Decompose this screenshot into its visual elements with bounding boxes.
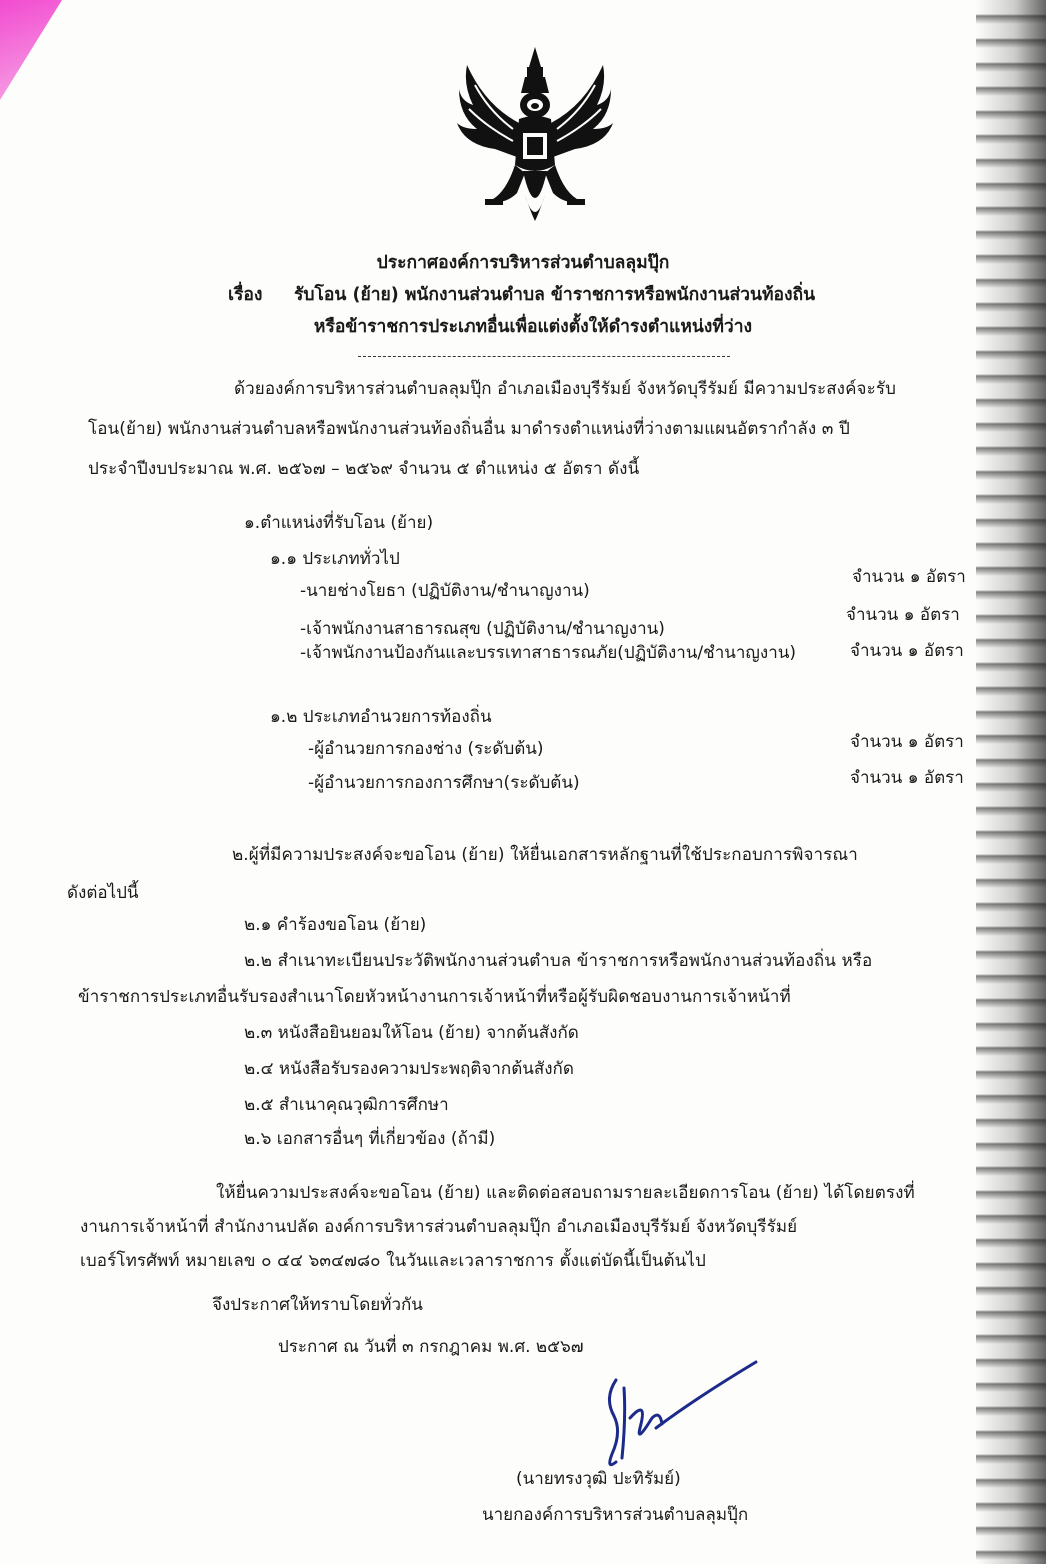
intro-line-3: ประจำปีงบประมาณ พ.ศ. ๒๕๖๗ – ๒๕๖๙ จำนวน ๕ ตำแหน่ง ๕ อัตรา ดังนี้ [88,459,640,479]
position-name: -นายช่างโยธา (ปฏิบัติงาน/ชำนาญงาน) [300,581,590,601]
announce-date: ประกาศ ณ วันที่ ๓ กรกฎาคม พ.ศ. ๒๕๖๗ [278,1337,584,1357]
group-1-heading: ๑.๑ ประเภททั่วไป [270,549,400,569]
scan-edge-shadow [976,0,1046,1564]
requirement-item-continued: ข้าราชการประเภทอื่นรับรองสำเนาโดยหัวหน้างานการเจ้าหน้าที่หรือผู้รับผิดชอบงานการเจ้าหน้าที่ [78,987,791,1007]
contact-line-2: งานการเจ้าหน้าที่ สำนักงานปลัด องค์การบริหารส่วนตำบลลุมปุ๊ก อำเภอเมืองบุรีรัมย์ จังหวัดบุรีรัมย์ [80,1217,798,1237]
contact-line-3: เบอร์โทรศัพท์ หมายเลข ๐ ๔๔ ๖๓๔๗๘๐ ในวันและเวลาราชการ ตั้งแต่บัดนี้เป็นต้นไป [80,1251,706,1271]
position-name: -เจ้าพนักงานสาธารณสุข (ปฏิบัติงาน/ชำนาญงาน) [300,619,665,639]
position-name: -เจ้าพนักงานป้องกันและบรรเทาสาธารณภัย(ปฏิบัติงาน/ชำนาญงาน) [300,643,796,663]
position-count: จำนวน ๑ อัตรา [852,567,966,587]
position-count: จำนวน ๑ อัตรา [846,605,960,625]
announce-line: จึงประกาศให้ทราบโดยทั่วกัน [212,1295,423,1315]
requirement-item: ๒.๑ คำร้องขอโอน (ย้าย) [244,915,427,935]
section-2-line-1: ๒.ผู้ที่มีความประสงค์จะขอโอน (ย้าย) ให้ยื่นเอกสารหลักฐานที่ใช้ประกอบการพิจารณา [232,845,858,865]
garuda-emblem-icon [455,45,615,230]
signature [596,1358,766,1478]
page-title: ประกาศองค์การบริหารส่วนตำบลลุมปุ๊ก [376,253,670,273]
position-count: จำนวน ๑ อัตรา [850,732,964,752]
subject-line-2: หรือข้าราชการประเภทอื่นเพื่อแต่งตั้งให้ดำรงตำแหน่งที่ว่าง [313,317,753,337]
position-name: -ผู้อำนวยการกองช่าง (ระดับต้น) [308,739,544,759]
intro-line-1: ด้วยองค์การบริหารส่วนตำบลลุมปุ๊ก อำเภอเมืองบุรีรัมย์ จังหวัดบุรีรัมย์ มีความประสงค์จะรับ [234,379,896,399]
pink-corner [0,0,62,100]
requirement-item: ๒.๒ สำเนาทะเบียนประวัติพนักงานส่วนตำบล ข้าราชการหรือพนักงานส่วนท้องถิ่น หรือ [244,951,873,971]
requirement-item: ๒.๖ เอกสารอื่นๆ ที่เกี่ยวข้อง (ถ้ามี) [244,1129,496,1149]
section-1-heading: ๑.ตำแหน่งที่รับโอน (ย้าย) [244,513,434,533]
signer-title: นายกองค์การบริหารส่วนตำบลลุมปุ๊ก [482,1505,749,1525]
intro-line-2: โอน(ย้าย) พนักงานส่วนตำบลหรือพนักงานส่วนท้องถิ่นอื่น มาดำรงตำแหน่งที่ว่างตามแผนอัตรากำลัง ๓ ปี [88,419,850,439]
contact-line-1: ให้ยื่นความประสงค์จะขอโอน (ย้าย) และติดต่อสอบถามรายละเอียดการโอน (ย้าย) ได้โดยตรงที่ [216,1183,915,1203]
section-2-line-2: ดังต่อไปนี้ [67,883,139,903]
requirement-item: ๒.๕ สำเนาคุณวุฒิการศึกษา [244,1095,449,1115]
title-divider [358,356,730,357]
position-count: จำนวน ๑ อัตรา [850,768,964,788]
subject-line-1: รับโอน (ย้าย) พนักงานส่วนตำบล ข้าราชการหรือพนักงานส่วนท้องถิ่น [294,285,816,305]
position-count: จำนวน ๑ อัตรา [850,641,964,661]
signer-name: (นายทรงวุฒิ ปะทิรัมย์) [516,1469,681,1489]
requirement-item: ๒.๔ หนังสือรับรองความประพฤติจากต้นสังกัด [244,1059,574,1079]
requirement-item: ๒.๓ หนังสือยินยอมให้โอน (ย้าย) จากต้นสังกัด [244,1023,579,1043]
subject-label: เรื่อง [228,285,263,305]
position-name: -ผู้อำนวยการกองการศึกษา(ระดับต้น) [308,773,580,793]
group-2-heading: ๑.๒ ประเภทอำนวยการท้องถิ่น [270,707,492,727]
